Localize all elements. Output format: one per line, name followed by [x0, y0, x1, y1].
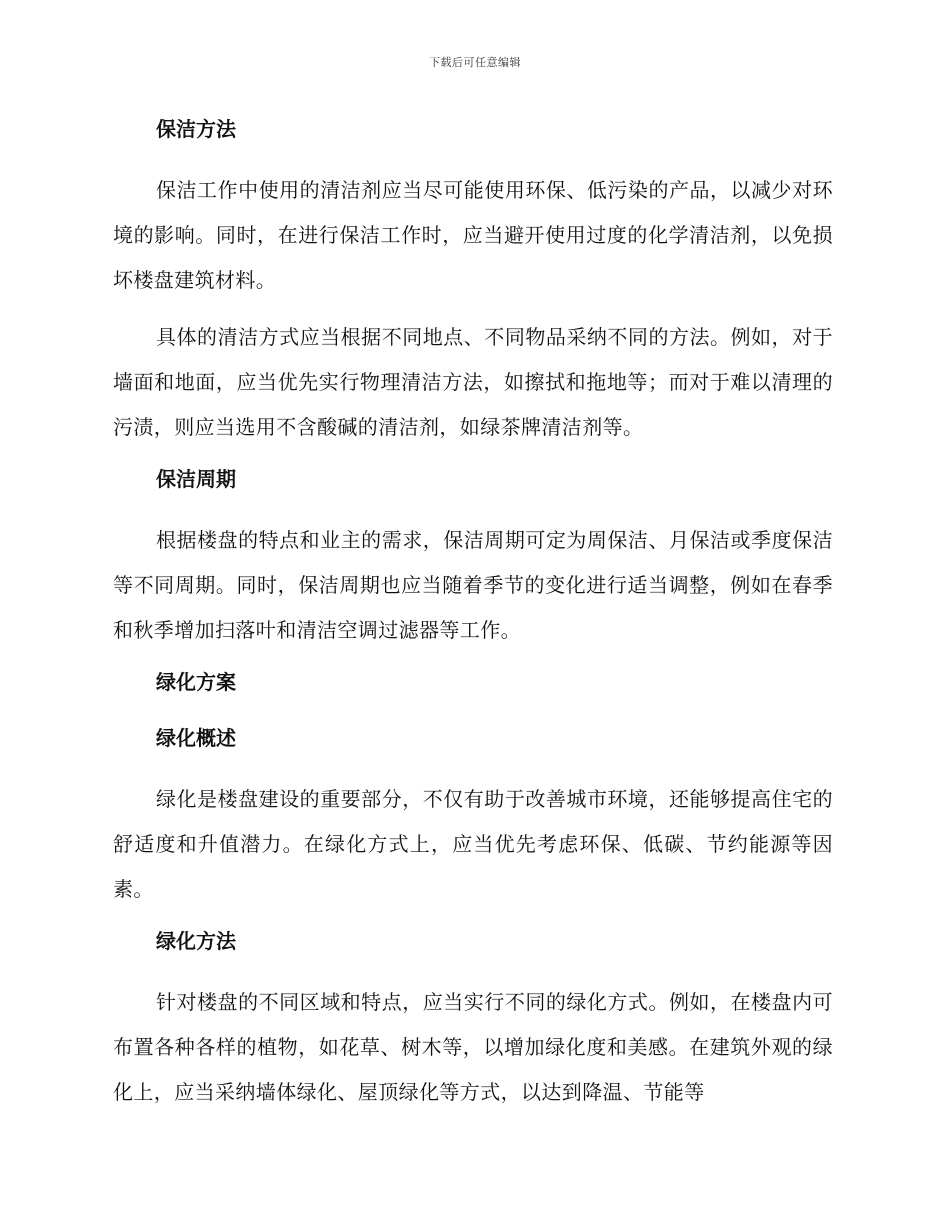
section-heading-greening-plan: 绿化方案: [156, 670, 236, 694]
paragraph-cleaning-agents: 保洁工作中使用的清洁剂应当尽可能使用环保、低污染的产品，以减少对环境的影响。同时，在进行保洁工作时，应当避开使用过度的化学清洁剂，以免损坏楼盘建筑材料。: [113, 178, 833, 292]
section-heading-cleaning-method: 保洁方法: [156, 117, 236, 141]
document-body: [113, 112, 833, 1127]
section-heading-cleaning-cycle: 保洁周期: [156, 467, 236, 491]
page-header-note: 下载后可任意编辑: [429, 56, 521, 69]
section-heading-greening-overview: 绿化概述: [156, 726, 236, 750]
paragraph-greening-method: 针对楼盘的不同区域和特点，应当实行不同的绿化方式。例如，在楼盘内可布置各种各样的植物，如花草、树木等，以增加绿化度和美感。在建筑外观的绿化上，应当采纳墙体绿化、屋顶绿化等方式，以达到降温、节能等: [113, 990, 833, 1104]
section-heading-greening-method: 绿化方法: [156, 929, 236, 953]
paragraph-greening-overview: 绿化是楼盘建设的重要部分，不仅有助于改善城市环境，还能够提高住宅的舒适度和升值潜力。在绿化方式上，应当优先考虑环保、低碳、节约能源等因素。: [113, 787, 833, 901]
paragraph-cleaning-approach: 具体的清洁方式应当根据不同地点、不同物品采纳不同的方法。例如，对于墙面和地面，应当优先实行物理清洁方法，如擦拭和拖地等；而对于难以清理的污渍，则应当选用不含酸碱的清洁剂，如绿茶牌清洁剂等。: [113, 325, 833, 439]
paragraph-cleaning-cycle: 根据楼盘的特点和业主的需求，保洁周期可定为周保洁、月保洁或季度保洁等不同周期。同时，保洁周期也应当随着季节的变化进行适当调整，例如在春季和秋季增加扫落叶和清洁空调过滤器等工作。: [113, 528, 833, 642]
